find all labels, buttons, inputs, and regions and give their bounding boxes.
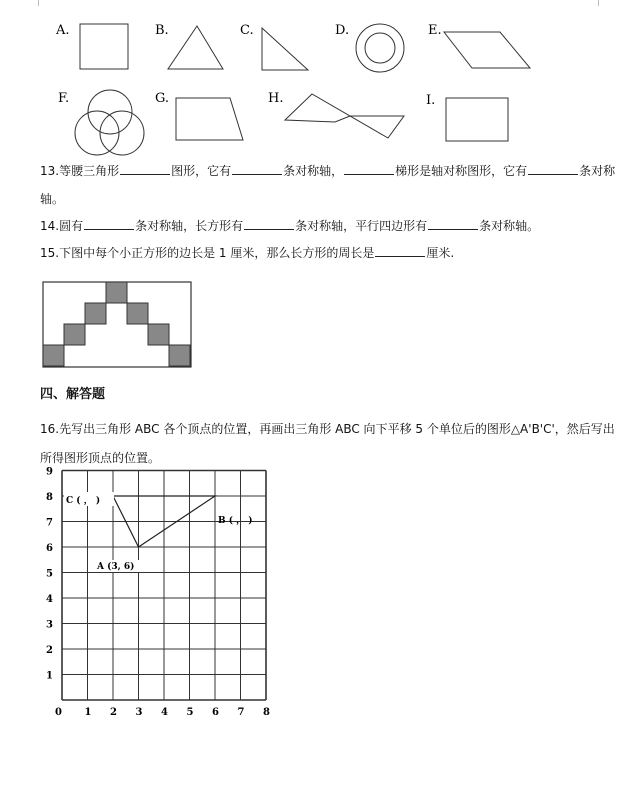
shape-e-parallelogram xyxy=(444,32,530,68)
staircase-shaded-cell xyxy=(106,282,127,303)
q13-blank-4[interactable] xyxy=(528,163,578,175)
staircase-shaded-cell xyxy=(43,345,64,366)
y-tick-label: 6 xyxy=(46,543,53,554)
q14-blank-2[interactable] xyxy=(244,218,294,230)
shape-label-f: F. xyxy=(58,91,70,106)
staircase-shaded-cell xyxy=(64,324,85,345)
shape-f-circle-right xyxy=(100,111,144,155)
question-16-line-1: 16.先写出三角形 ABC 各个顶点的位置，再画出三角形 ABC 向下平移 5 个单位后的图形△A'B'C'，然后写出 xyxy=(40,422,615,436)
q13-text-5: 条对称 xyxy=(579,164,616,178)
q13-blank-2[interactable] xyxy=(232,163,282,175)
y-tick-label: 8 xyxy=(46,492,53,503)
shape-label-g: G. xyxy=(155,91,170,106)
staircase-shaded-cell xyxy=(85,303,106,324)
staircase-shaded-cell xyxy=(169,345,190,366)
q14-text-4: 条对称轴。 xyxy=(479,219,540,233)
shape-h-bowtie xyxy=(285,94,404,138)
q15-text-2: 厘米. xyxy=(426,246,455,260)
q13-text-1: 13.等腰三角形 xyxy=(40,164,120,178)
q15-blank-1[interactable] xyxy=(375,245,425,257)
label-c: C ( ， ) xyxy=(66,496,101,506)
y-tick-label: 9 xyxy=(46,466,53,478)
shapes-figure-right xyxy=(420,12,540,152)
shape-a-square xyxy=(80,24,128,69)
y-tick-label: 4 xyxy=(46,594,53,605)
staircase-shaded-cell xyxy=(148,324,169,345)
q15-text-1: 15.下图中每个小正方形的边长是 1 厘米，那么长方形的周长是 xyxy=(40,246,375,260)
x-tick-label: 2 xyxy=(110,707,117,718)
shapes-figure xyxy=(50,12,430,152)
shape-f-circle-top xyxy=(88,90,132,134)
question-13-line-1 xyxy=(40,163,615,179)
q13-blank-1[interactable] xyxy=(120,163,170,175)
x-tick-label: 5 xyxy=(186,707,194,718)
q14-text-2: 条对称轴，长方形有 xyxy=(135,219,244,233)
shape-label-i: I. xyxy=(426,93,436,108)
shape-label-b: B. xyxy=(155,23,169,38)
shape-label-a: A. xyxy=(56,23,70,38)
shape-i-rectangle xyxy=(446,98,508,141)
x-tick-label: 0 xyxy=(55,707,62,718)
question-15 xyxy=(40,245,454,261)
question-13-line-2 xyxy=(40,191,64,207)
staircase-shaded-cell xyxy=(127,303,148,324)
question-14 xyxy=(40,218,539,234)
y-tick-label: 5 xyxy=(46,568,53,580)
q13-text-3: 条对称轴， xyxy=(283,164,344,178)
q13-text-4: 梯形是轴对称图形，它有 xyxy=(395,164,528,178)
label-a: A (3, 6) xyxy=(97,562,135,572)
q13-text-6: 轴。 xyxy=(40,192,65,206)
shape-f-circle-left xyxy=(75,111,119,155)
page-top-rule xyxy=(38,0,39,6)
x-tick-label: 6 xyxy=(212,707,219,718)
shape-b-triangle xyxy=(168,26,223,69)
page-top-rule-right xyxy=(598,0,599,6)
question-16-line-2: 所得图形顶点的位置。 xyxy=(40,451,161,465)
shape-c-right-triangle xyxy=(262,28,308,70)
q14-blank-1[interactable] xyxy=(84,218,134,230)
label-b: B ( ， ) xyxy=(218,516,253,526)
q14-blank-3[interactable] xyxy=(428,218,478,230)
y-tick-label: 7 xyxy=(46,517,53,529)
x-tick-label: 8 xyxy=(263,707,270,718)
coordinate-grid-figure xyxy=(40,466,280,718)
shape-d-outer-circle xyxy=(356,24,404,72)
y-tick-label: 3 xyxy=(46,619,53,631)
shape-g-trapezoid xyxy=(176,98,243,140)
q14-text-1: 14.圆有 xyxy=(40,219,84,233)
shape-label-e: E. xyxy=(428,23,442,38)
x-tick-label: 4 xyxy=(161,707,168,718)
y-tick-label: 1 xyxy=(46,670,53,682)
q13-blank-3[interactable] xyxy=(344,163,394,175)
section-4-title: 四、解答题 xyxy=(40,387,106,402)
shape-label-c: C. xyxy=(240,23,254,38)
x-tick-label: 7 xyxy=(237,707,245,718)
x-tick-label: 1 xyxy=(84,707,92,718)
y-tick-label: 2 xyxy=(46,645,53,656)
shape-d-inner-circle xyxy=(365,33,395,63)
x-tick-label: 3 xyxy=(135,707,143,718)
q14-text-3: 条对称轴，平行四边形有 xyxy=(295,219,428,233)
shape-label-d: D. xyxy=(335,23,350,38)
staircase-figure xyxy=(42,281,194,371)
q13-text-2: 图形，它有 xyxy=(171,164,232,178)
shape-label-h: H. xyxy=(268,91,284,106)
